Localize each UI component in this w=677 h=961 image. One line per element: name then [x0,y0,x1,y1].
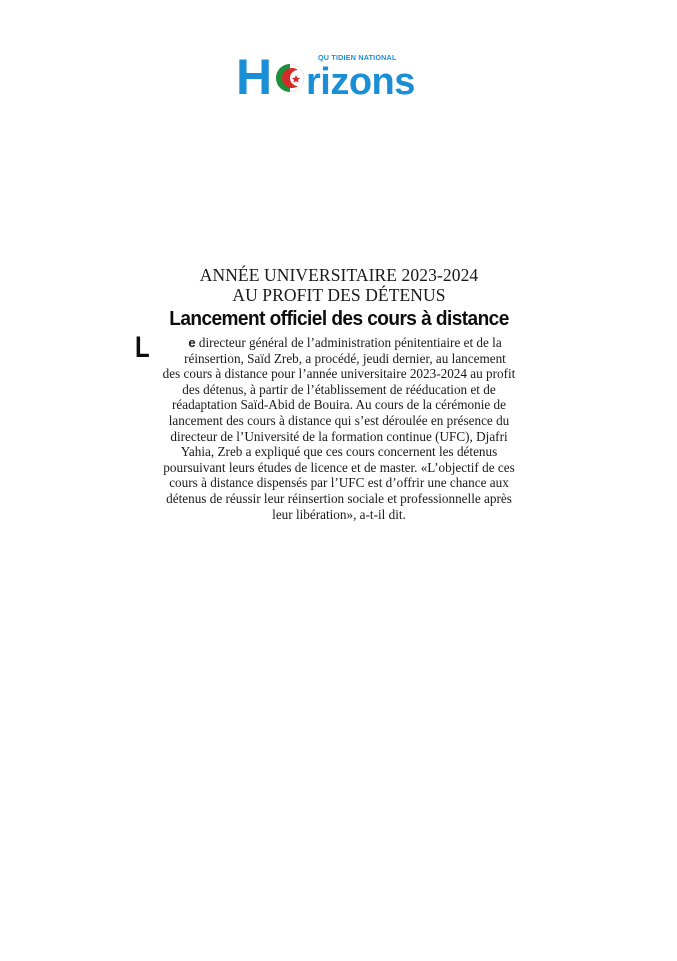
body-line-2: réinsertion, Saïd Zreb, a procédé, jeudi dernier, au lancement [184,350,506,366]
headline: Lancement officiel des cours à distance [169,307,509,330]
logo-letter-h: H [236,49,273,100]
body-line-8: Yahia, Zreb a expliqué que ces cours concernent les détenus [180,444,498,460]
kicker-line-2: AU PROFIT DES DÉTENUS [232,285,446,305]
dropcap: L [135,331,150,364]
article [118,265,560,522]
body-line-1: e directeur général de l’administration pénitentiaire et de la [188,335,502,350]
logo-word-rizons: rizons [306,61,415,100]
body-line-6: lancement des cours à distance qui s’est déroulée en présence du [168,412,510,428]
body-line-9: poursuivant leurs études de licence et de master. «L’objectif de ces [163,459,515,475]
body-line-12: leur libération», a-t-il dit. [272,506,406,522]
horizons-logo [236,46,436,100]
logo-tagline: QU TIDIEN NATIONAL [318,53,397,62]
flag-emblem-icon [276,64,304,92]
kicker-line-1: ANNÉE UNIVERSITAIRE 2023-2024 [199,265,479,285]
body-line-10: cours à distance dispensés par l’UFC est d’offrir une chance aux [169,475,509,491]
masthead-logo [236,46,436,100]
dropcap-tail: e [188,335,196,350]
body-line-4: des détenus, à partir de l’établissement de rééducation et de [182,381,496,397]
body-line-11: détenus de réussir leur réinsertion sociale et professionnelle après [166,490,512,506]
body-line-7: directeur de l’Université de la formation continue (UFC), Djafri [170,428,508,444]
body-line-5: réadaptation Saïd-Abid de Bouira. Au cours de la cérémonie de [172,397,506,413]
body-line-3: des cours à distance pour l’année universitaire 2023-2024 au profit [162,366,516,382]
article-body [118,331,560,522]
